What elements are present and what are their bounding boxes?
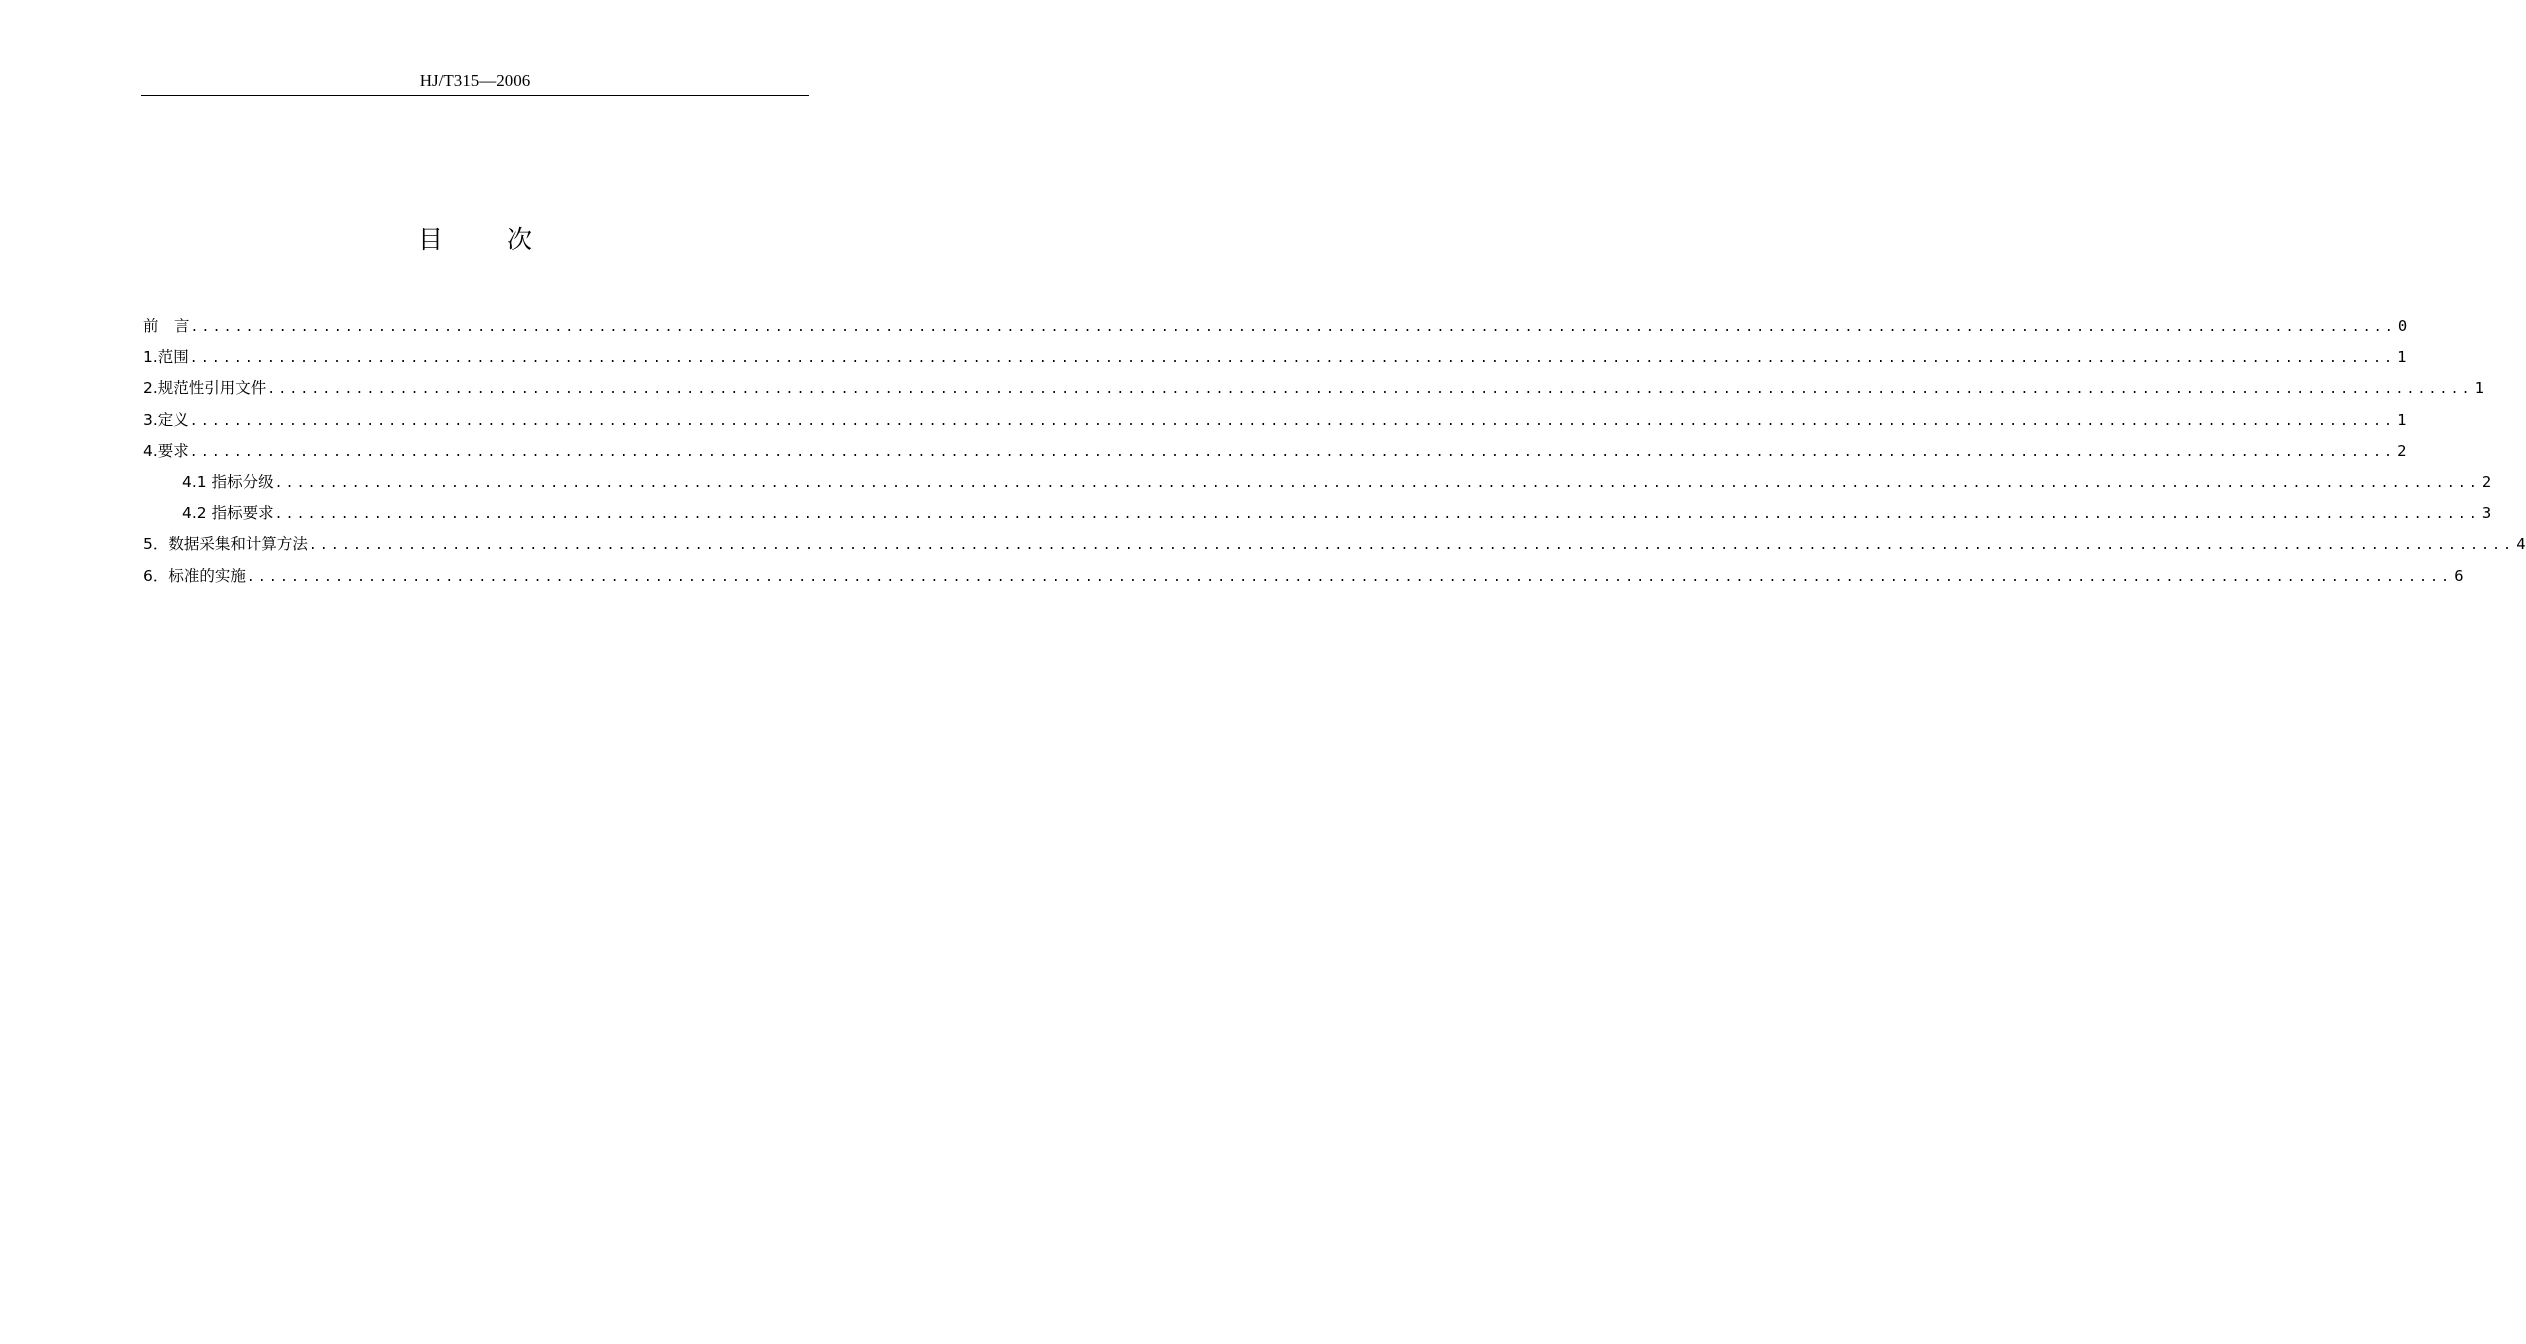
toc-dot-leader: ........................................................................................................................................................................................................ <box>274 475 2480 491</box>
toc-entry-indicator-requirements[interactable] <box>143 498 2492 529</box>
toc-entry-page: 1 <box>2397 410 2407 429</box>
toc-entry-page: 4 <box>2516 535 2526 554</box>
standard-number: HJ/T315—2006 <box>419 71 531 90</box>
toc-entry-indicator-grading[interactable] <box>143 467 2492 498</box>
table-of-contents <box>143 311 2526 592</box>
toc-dot-leader: ........................................................................................................................................................................................................ <box>246 569 2453 585</box>
toc-dot-leader: ........................................................................................................................................................................................................ <box>189 444 2396 460</box>
toc-dot-leader: ........................................................................................................................................................................................................ <box>190 320 2396 335</box>
toc-entry-page: 1 <box>2474 379 2484 398</box>
toc-dot-leader: ........................................................................................................................................................................................................ <box>267 382 2473 398</box>
toc-entry-normative-references[interactable] <box>143 373 2484 404</box>
toc-dot-leader: ........................................................................................................................................................................................................ <box>274 507 2480 523</box>
toc-entry-page: 2 <box>2481 472 2492 491</box>
toc-entry-preface[interactable] <box>143 311 2408 342</box>
toc-entry-page: 2 <box>2397 441 2407 460</box>
toc-entry-page: 0 <box>2397 317 2408 335</box>
page-header <box>141 68 809 96</box>
toc-entry-page: 3 <box>2481 504 2492 523</box>
toc-entry-label: 4.1 指标分级 <box>182 472 274 491</box>
toc-entry-scope[interactable] <box>143 342 2407 373</box>
toc-entry-label: 6．标准的实施 <box>143 566 246 585</box>
toc-dot-leader: ........................................................................................................................................................................................................ <box>308 538 2515 554</box>
toc-dot-leader: ........................................................................................................................................................................................................ <box>189 413 2396 429</box>
toc-title: 目 次 <box>418 225 560 254</box>
toc-entry-definitions[interactable] <box>143 405 2407 436</box>
toc-dot-leader: ........................................................................................................................................................................................................ <box>189 351 2396 367</box>
toc-entry-label: 前 言 <box>143 317 190 335</box>
toc-entry-label: 2.规范性引用文件 <box>143 379 267 398</box>
toc-entry-label: 4.要求 <box>143 441 189 460</box>
toc-entry-data-collection[interactable] <box>143 529 2526 560</box>
toc-entry-label: 1.范围 <box>143 348 189 367</box>
toc-entry-page: 1 <box>2397 348 2407 367</box>
toc-entry-label: 4.2 指标要求 <box>182 504 274 523</box>
toc-entry-label: 5．数据采集和计算方法 <box>143 535 308 554</box>
toc-entry-requirements[interactable] <box>143 436 2407 467</box>
toc-entry-label: 3.定义 <box>143 410 189 429</box>
toc-entry-page: 6 <box>2454 566 2464 585</box>
toc-entry-implementation[interactable] <box>143 561 2464 592</box>
